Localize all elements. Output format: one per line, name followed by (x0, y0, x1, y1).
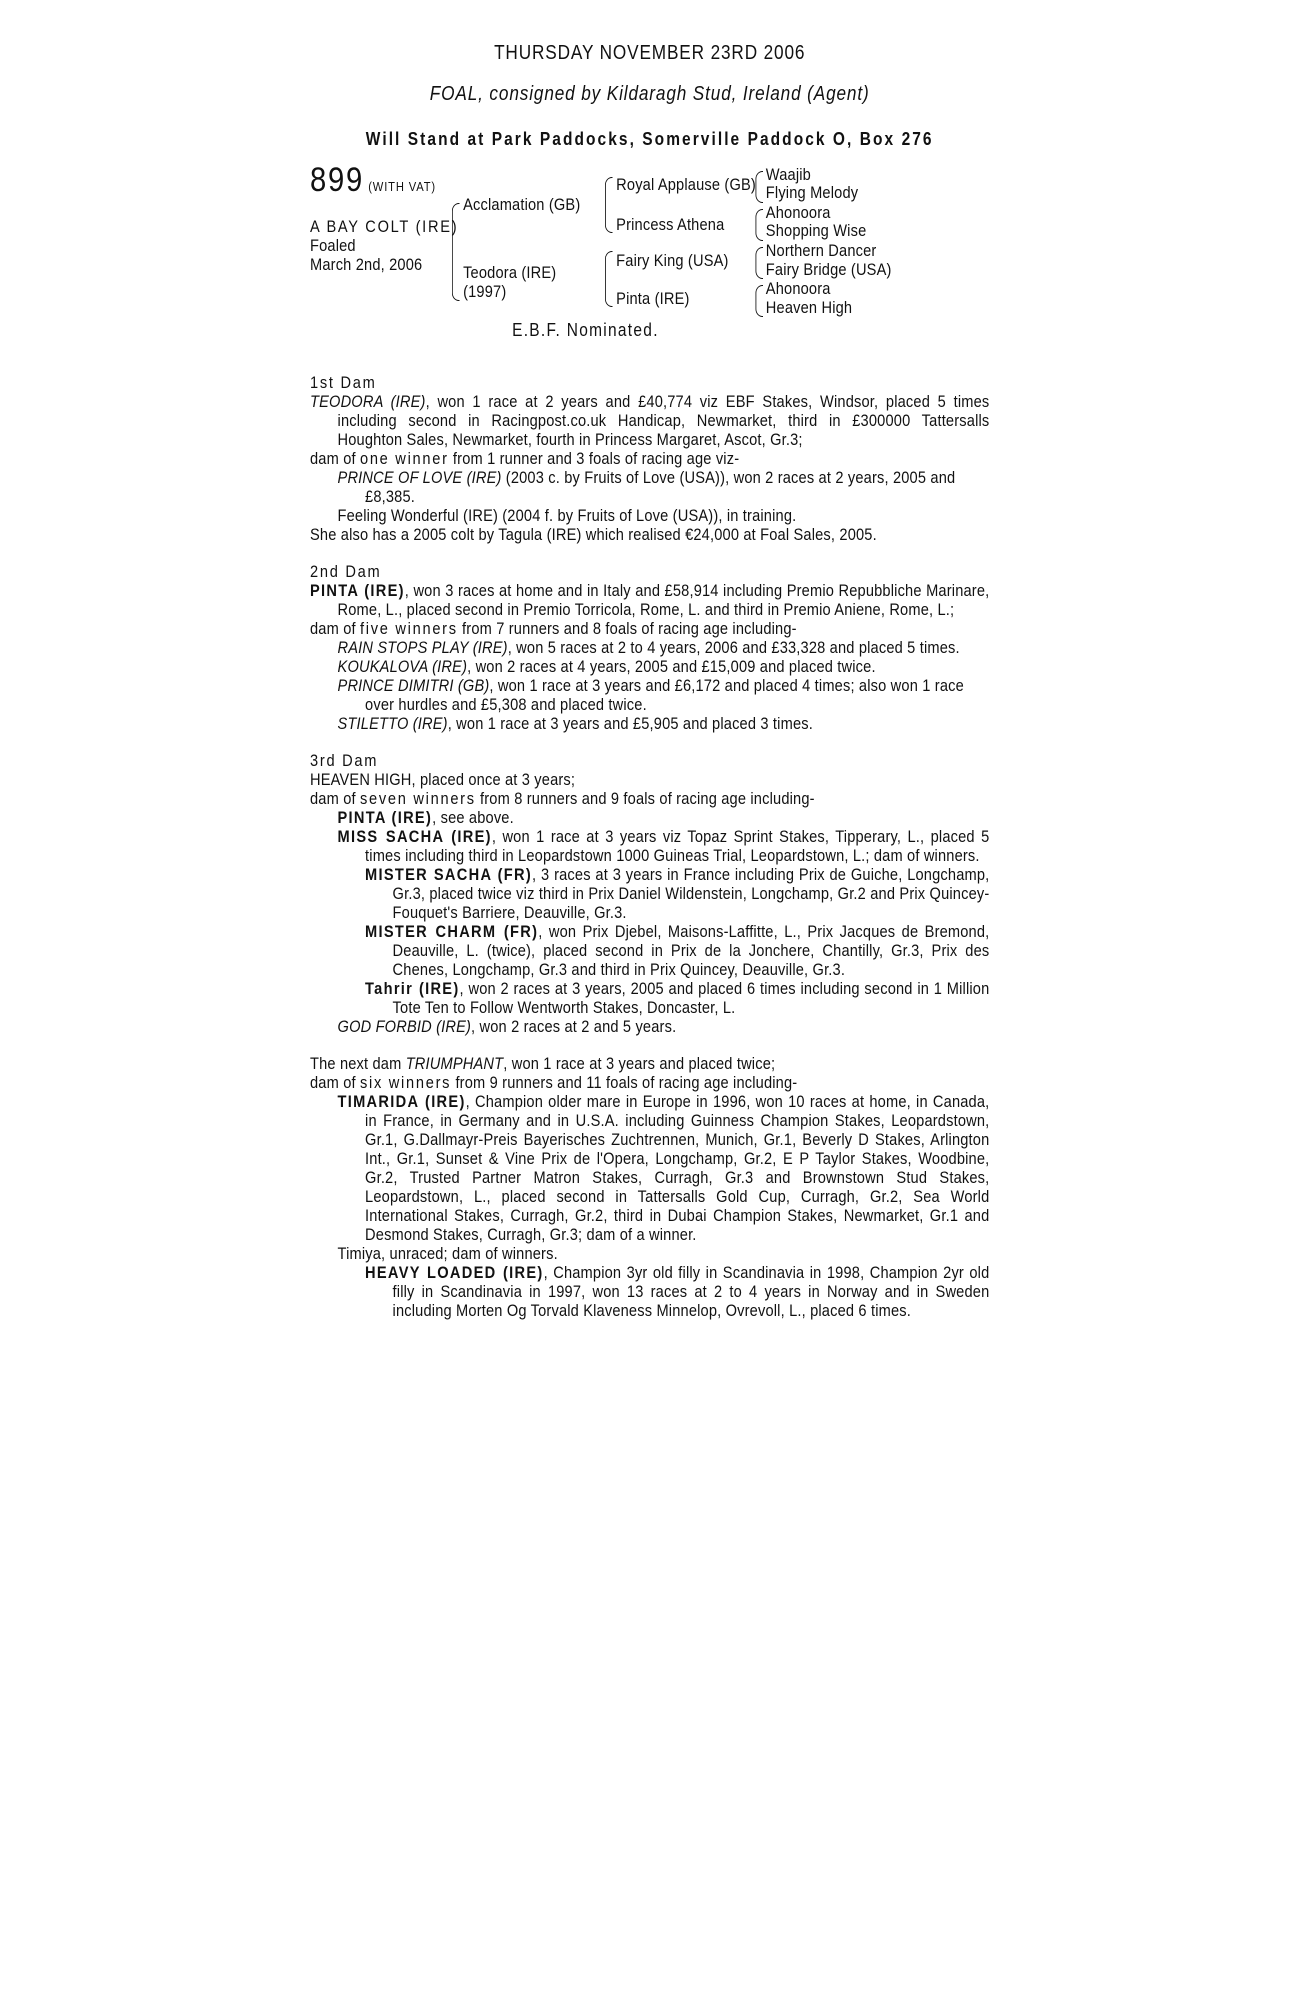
dam-of-line (310, 789, 989, 808)
horse-name: KOUKALOVA (IRE) (337, 657, 468, 676)
winners-count: one winner (359, 449, 449, 468)
progeny-record: , won 1 race at 3 years and £6,172 and placed 4 times; also won 1 race over hurdles and £5,308 and placed twice. (365, 676, 964, 714)
consignment-line: FOAL, consigned by Kildaragh Stud, Ireland (Agent) (429, 83, 870, 105)
progeny-entry (310, 808, 989, 827)
horse-name: MISS SACHA (IRE) (337, 827, 492, 846)
next-dam-prefix: The next dam (310, 1054, 406, 1073)
horse-name: RAIN STOPS PLAY (IRE) (337, 638, 508, 657)
progeny-record: , Champion 3yr old filly in Scandinavia in 1998, Champion 2yr old filly in Scandinavia in 1997, won 13 races at 2 to 4 years in Norway and in Sweden including Morten Og Torvald Klaveness Minnelop, Ovrevoll, L., placed 6 times. (392, 1263, 990, 1320)
progeny-record: , won 2 races at 3 years, 2005 and placed 6 times including second in 1 Million Tote Ten to Follow Wentworth Stakes, Doncaster, L. (392, 979, 990, 1017)
horse-name: MISTER SACHA (FR) (365, 865, 533, 884)
section-heading: 1st Dam (310, 373, 377, 392)
lot-title: A BAY COLT (IRE) (310, 217, 459, 236)
winners-count: six winners (359, 1073, 452, 1092)
horse-name: STILETTO (IRE) (337, 714, 448, 733)
pedigree-dam-year: (1997) (463, 282, 507, 301)
dam-of-suffix: from 7 runners and 8 foals of racing age including- (457, 619, 797, 638)
lot-number: 899 (310, 161, 364, 199)
catalogue-page (310, 44, 989, 1320)
next-dam-section (310, 1054, 989, 1320)
pedigree-brace (755, 209, 763, 241)
dam-entry (310, 392, 989, 449)
progeny-record: , won 2 races at 4 years, 2005 and £15,009 and placed twice. (467, 657, 876, 676)
pedigree-g2: Flying Melody (765, 183, 859, 202)
horse-name: TRIUMPHANT (405, 1054, 504, 1073)
progeny-entry (310, 1017, 989, 1036)
progeny-entry: Timiya, unraced; dam of winners. (337, 1244, 558, 1263)
pedigree-g4: Shopping Wise (765, 221, 867, 240)
section-heading: 2nd Dam (310, 562, 382, 581)
progeny-entry (310, 1092, 989, 1244)
horse-name: PINTA (IRE) (310, 581, 405, 600)
progeny-entry (310, 979, 989, 1017)
horse-name: PINTA (IRE) (337, 808, 433, 827)
progeny-record: , won 2 races at 2 and 5 years. (471, 1017, 677, 1036)
dam-of-prefix: dam of (310, 449, 360, 468)
progeny-entry: Feeling Wonderful (IRE) (2004 f. by Fruits of Love (USA)), in training. (337, 506, 797, 525)
pedigree-g8: Heaven High (765, 298, 853, 317)
progeny-record: , won 5 races at 2 to 4 years, 2006 and £33,328 and placed 5 times. (507, 638, 960, 657)
dam-of-line (310, 619, 989, 638)
horse-name: GOD FORBID (IRE) (337, 1017, 472, 1036)
dam-of-prefix: dam of (310, 619, 360, 638)
pedigree-brace (755, 247, 763, 279)
also-note: She also has a 2005 colt by Tagula (IRE) which realised €24,000 at Foal Sales, 2005. (310, 525, 877, 544)
second-dam-section (310, 562, 989, 733)
pedigree-sire: Acclamation (GB) (463, 195, 581, 214)
progeny-record: , won 1 race at 3 years and £5,905 and placed 3 times. (447, 714, 813, 733)
foaled-date: March 2nd, 2006 (310, 255, 423, 274)
horse-name: Tahrir (IRE) (365, 979, 460, 998)
progeny-record: , see above. (432, 808, 514, 827)
dam-record: , won 1 race at 2 years and £40,774 viz EBF Stakes, Windsor, placed 5 times including second in Racingpost.co.uk Handicap, Newmarket, third in £300000 Tattersalls Houghton Sales, Newmarket, fourth in Princess Margaret, Ascot, Gr.3; (337, 392, 990, 449)
pedigree-block (310, 161, 989, 361)
progeny-entry (310, 865, 989, 922)
foaled-label: Foaled (310, 236, 356, 255)
progeny-entry (310, 827, 989, 865)
vat-label: (WITH VAT) (368, 179, 437, 194)
pedigree-g1: Waajib (765, 165, 811, 184)
horse-name: MISTER CHARM (FR) (365, 922, 539, 941)
section-heading: 3rd Dam (310, 751, 379, 770)
horse-name: TEODORA (IRE) (310, 392, 426, 411)
progeny-entry (310, 676, 989, 714)
dam-record: , won 3 races at home and in Italy and £58,914 including Premio Repubbliche Marinare, Rome, L., placed second in Premio Torricola, Rome, L. and third in Premio Aniene, Rome, L.; (337, 581, 990, 619)
dam-of-suffix: from 8 runners and 9 foals of racing age including- (475, 789, 815, 808)
horse-name: TIMARIDA (IRE) (337, 1092, 466, 1111)
pedigree-g6: Fairy Bridge (USA) (765, 260, 892, 279)
progeny-entry (310, 1263, 989, 1320)
horse-name: HEAVY LOADED (IRE) (365, 1263, 544, 1282)
pedigree-dam: Teodora (IRE) (463, 263, 557, 282)
pedigree-brace (755, 285, 763, 317)
pedigree-g7: Ahonoora (765, 279, 831, 298)
progeny-entry (310, 468, 989, 506)
progeny-record: , Champion older mare in Europe in 1996, won 10 races at home, in Canada, in France, in Germany and in U.S.A. including Guinness Champion Stakes, Leopardstown, Gr.1, G.Dallmayr-Preis Bayerisches Zuchtrennen, Munich, Gr.1, Beverly D Stakes, Arlington Int., Gr.1, Sunset & Vine Prix de l'Opera, Longchamp, Gr.2, E P Taylor Stakes, Woodbine, Gr.2, Trusted Partner Matron Stakes, Curragh, Gr.3 and Brownstown Stud Stakes, Leopardstown, L., placed second in Tattersalls Gold Cup, Curragh, Gr.2, Sea World International Stakes, Curragh, Gr.2, third in Dubai Champion Stakes, Newmarket, Gr.1 and Desmond Stakes, Curragh, Gr.3; dam of a winner. (365, 1092, 990, 1244)
pedigree-dam-sire: Fairy King (USA) (616, 251, 729, 270)
progeny-record: , won 1 race at 3 years viz Topaz Sprint Stakes, Tipperary, L., placed 5 times including third in Leopardstown 1000 Guineas Trial, Leopardstown, L.; dam of winners. (365, 827, 990, 865)
progeny-record: (2003 c. by Fruits of Love (USA)), won 2 races at 2 years, 2005 and £8,385. (365, 468, 956, 506)
pedigree-brace (605, 177, 613, 233)
horse-name: PRINCE DIMITRI (GB) (337, 676, 490, 695)
dam-of-prefix: dam of (310, 1073, 360, 1092)
pedigree-dam-dam: Pinta (IRE) (616, 289, 690, 308)
pedigree-brace (605, 251, 613, 307)
lot-number-line (310, 161, 437, 199)
dam-of-suffix: from 1 runner and 3 foals of racing age viz- (448, 449, 740, 468)
dam-entry (310, 1054, 989, 1073)
dam-of-line (310, 1073, 989, 1092)
first-dam-section (310, 373, 989, 544)
pedigree-brace (452, 203, 460, 301)
ebf-nominated: E.B.F. Nominated. (512, 320, 659, 340)
pedigree-brace (755, 171, 763, 203)
winners-count: seven winners (359, 789, 476, 808)
third-dam-section (310, 751, 989, 1036)
winners-count: five winners (359, 619, 458, 638)
progeny-entry (310, 657, 989, 676)
dam-of-line (310, 449, 989, 468)
progeny-entry (310, 714, 989, 733)
horse-name: PRINCE OF LOVE (IRE) (337, 468, 502, 487)
dam-of-suffix: from 9 runners and 11 foals of racing age including- (451, 1073, 798, 1092)
pedigree-sire-sire: Royal Applause (GB) (616, 175, 756, 194)
pedigree-g3: Ahonoora (765, 203, 831, 222)
sale-date: THURSDAY NOVEMBER 23RD 2006 (494, 42, 806, 64)
progeny-record: , won Prix Djebel, Maisons-Laffitte, L., Prix Jacques de Bremond, Deauville, L. (twice), placed second in Prix de la Jonchere, Chantilly, Gr.3, Prix des Chenes, Longchamp, Gr.3 and third in Prix Quincey, Deauville, Gr.3. (392, 922, 990, 979)
dam-entry: HEAVEN HIGH, placed once at 3 years; (310, 770, 576, 789)
pedigree-g5: Northern Dancer (765, 241, 877, 260)
stand-location: Will Stand at Park Paddocks, Somerville Paddock O, Box 276 (365, 129, 934, 149)
progeny-entry (310, 922, 989, 979)
dam-entry (310, 581, 989, 619)
dam-record: , won 1 race at 3 years and placed twice; (503, 1054, 776, 1073)
pedigree-sire-dam: Princess Athena (616, 215, 725, 234)
dam-of-prefix: dam of (310, 789, 360, 808)
progeny-record: , 3 races at 3 years in France including Prix de Guiche, Longchamp, Gr.3, placed twice viz third in Prix Daniel Wildenstein, Longchamp, Gr.2 and Prix Quincey-Fouquet's Barriere, Deauville, Gr.3. (392, 865, 990, 922)
progeny-entry (310, 638, 989, 657)
